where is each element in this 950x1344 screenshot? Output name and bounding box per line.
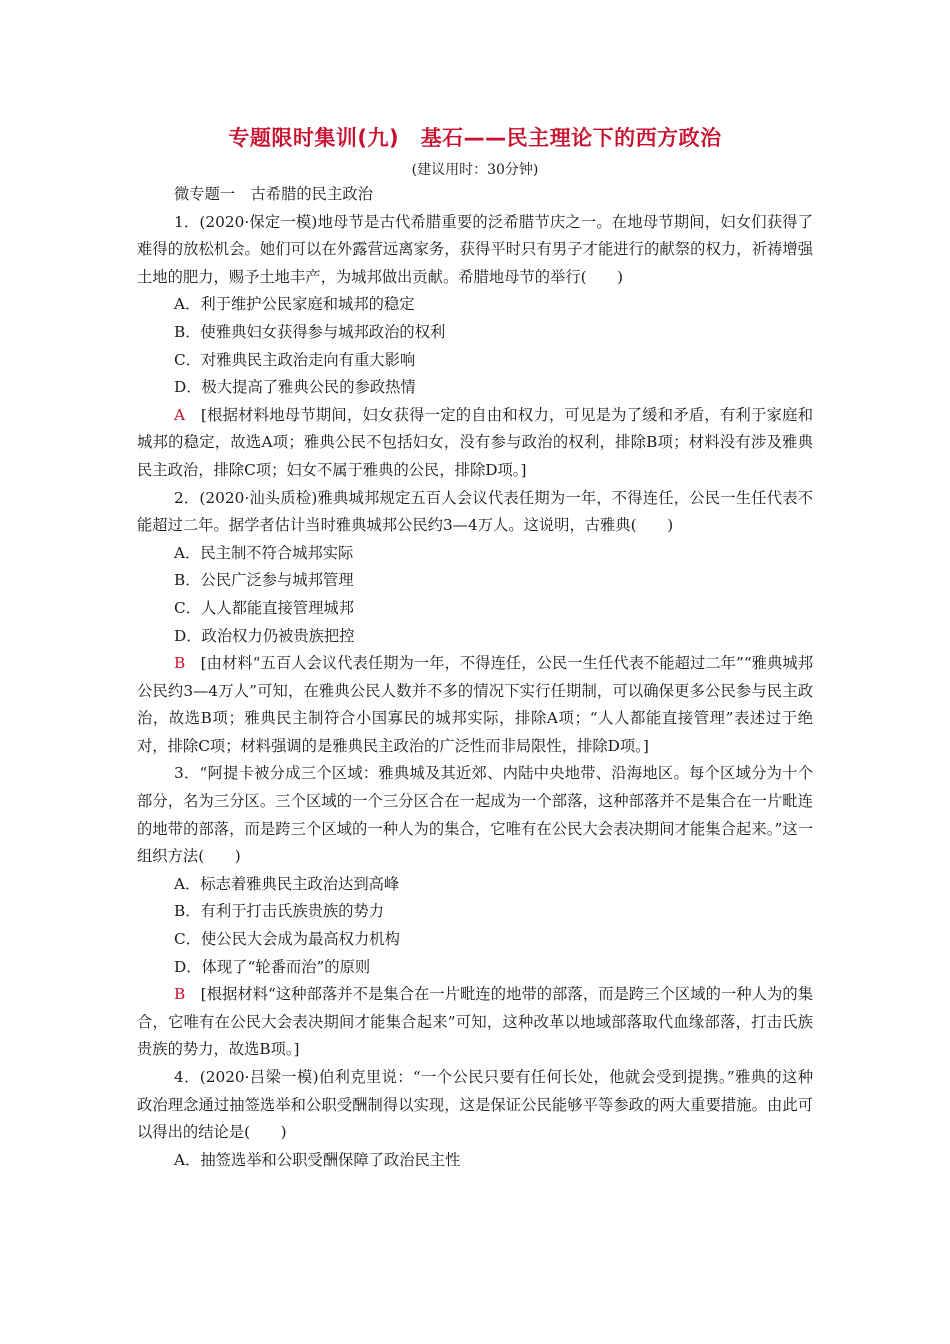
content-body — [137, 181, 813, 1174]
answer-option: D．体现了“轮番而治”的原则 — [174, 957, 371, 976]
answer-option: C．使公民大会成为最高权力机构 — [174, 930, 400, 949]
answer-option: A．利于维护公民家庭和城邦的稳定 — [174, 295, 415, 314]
answer-option: D．极大提高了雅典公民的参政热情 — [174, 378, 416, 397]
page-title: 专题限时集训(九) 基石——民主理论下的西方政治 — [228, 126, 722, 150]
question-stem: 4．(2020·吕梁一模)伯利克里说：“一个公民只要有任何长处，他就会受到提携。”雅典的这种政治理念通过抽签选举和公职受酬制得以实现，这是保证公民能够平等参政的两大重要措施。由此可以得出的结论是( ) — [137, 1068, 813, 1142]
explanation-text: [根据材料地母节期间，妇女获得一定的自由和权力，可见是为了缓和矛盾，有利于家庭和城邦的稳定，故选A项；雅典公民不包括妇女，没有参与政治的权利，排除B项；材料没有涉及雅典民主政治，排除C项；妇女不属于雅典的公民，排除D项。] — [137, 405, 813, 479]
answer-option: B．使雅典妇女获得参与城邦政治的权利 — [174, 322, 446, 341]
answer-option: A．标志着雅典民主政治达到高峰 — [174, 874, 400, 893]
answer-option: C．对雅典民主政治走向有重大影响 — [174, 350, 416, 369]
question-stem: 3．“阿提卡被分成三个区域：雅典城及其近郊、内陆中央地带、沿海地区。每个区域分为十个部分，名为三分区。三个区域的一个三分区合在一起成为一个部落，这种部落并不是集合在一片毗连的地带的部落，而是跨三个区域的一种人为的集合，它唯有在公民大会表决期间才能集合起来。”这一组织方法( ) — [137, 764, 813, 866]
question-stem: 1．(2020·保定一模)地母节是古代希腊重要的泛希腊节庆之一。在地母节期间，妇女们获得了难得的放松机会。她们可以在外露营远离家务，获得平时只有男子才能进行的献祭的权力，祈祷增强土地的肥力，赐予土地丰产，为城邦做出贡献。希腊地母节的举行( ) — [137, 212, 813, 286]
answer-option: D．政治权力仍被贵族把控 — [174, 626, 355, 645]
question-stem: 2．(2020·汕头质检)雅典城邦规定五百人会议代表任期为一年，不得连任，公民一生任代表不能超过二年。据学者估计当时雅典城邦公民约3—4万人。这说明，古雅典( ) — [137, 488, 813, 535]
answer-explanation — [137, 650, 813, 760]
answer-option: A．民主制不符合城邦实际 — [174, 543, 354, 562]
explanation-text: [由材料“五百人会议代表任期为一年，不得连任，公民一生任代表不能超过二年”“雅典城邦公民约3—4万人”可知，在雅典公民人数并不多的情况下实行任期制，可以确保更多公民参与民主政治，故选B项；雅典民主制符合小国寡民的城邦实际，排除A项；“人人都能直接管理”表述过于绝对，排除C项；材料强调的是雅典民主政治的广泛性而非局限性，排除D项。] — [137, 654, 813, 755]
section-heading: 微专题一 古希腊的民主政治 — [174, 185, 373, 203]
answer-key: A — [174, 405, 186, 424]
answer-option: B．有利于打击氏族贵族的势力 — [174, 902, 385, 921]
answer-option: A．抽签选举和公职受酬保障了政治民主性 — [174, 1150, 461, 1169]
explanation-text: [根据材料“这种部落并不是集合在一片毗连的地带的部落，而是跨三个区域的一种人为的集合，它唯有在公民大会表决期间才能集合起来”可知，这种改革以地域部落取代血缘部落，打击氏族贵族的势力，故选B项。] — [137, 985, 813, 1059]
suggested-time: (建议用时：30分钟) — [411, 162, 539, 178]
answer-explanation — [137, 402, 813, 485]
answer-option: B．公民广泛参与城邦管理 — [174, 571, 354, 590]
answer-key: B — [174, 985, 186, 1004]
answer-option: C．人人都能直接管理城邦 — [174, 598, 354, 617]
answer-key: B — [174, 654, 186, 673]
answer-explanation — [137, 981, 813, 1064]
